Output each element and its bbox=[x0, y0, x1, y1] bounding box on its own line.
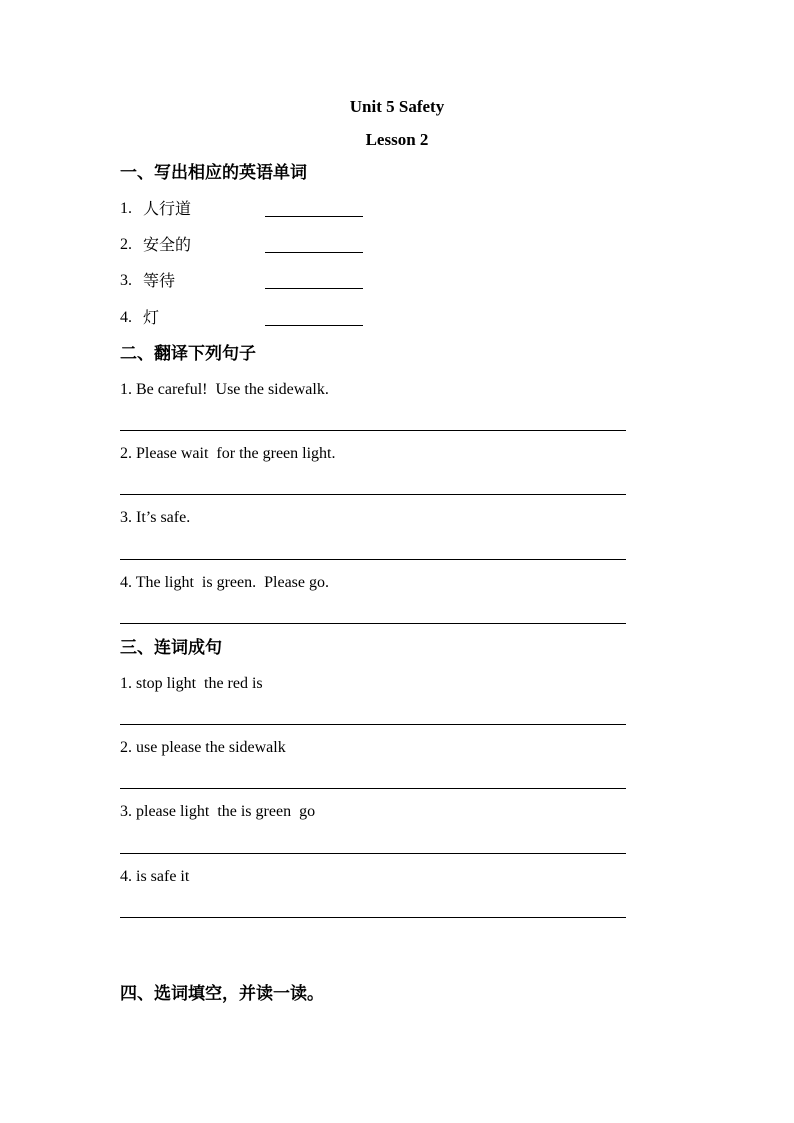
translation-sentence: 3. It’s safe. bbox=[120, 509, 191, 526]
word-order-prompt: 4. is safe it bbox=[120, 868, 190, 885]
answer-line[interactable] bbox=[120, 623, 626, 624]
answer-line[interactable] bbox=[120, 559, 626, 560]
vocab-answer-blank[interactable] bbox=[265, 252, 363, 253]
answer-line[interactable] bbox=[120, 494, 626, 495]
vocab-chinese-word: 灯 bbox=[143, 308, 160, 327]
word-order-prompt: 1. stop light the red is bbox=[120, 675, 263, 692]
section-1-heading: 一、写出相应的英语单词 bbox=[120, 163, 307, 183]
translation-sentence: 1. Be careful! Use the sidewalk. bbox=[120, 381, 329, 398]
section-4-heading: 四、选词填空，并读一读。 bbox=[120, 984, 324, 1004]
vocab-row bbox=[120, 199, 380, 221]
vocab-number: 2. bbox=[120, 236, 132, 253]
page-title: Unit 5 Safety bbox=[349, 97, 445, 116]
vocab-chinese-word: 安全的 bbox=[143, 235, 192, 254]
vocab-row bbox=[120, 271, 380, 293]
translation-sentence: 2. Please wait for the green light. bbox=[120, 445, 336, 462]
vocab-chinese-word: 等待 bbox=[143, 271, 176, 290]
word-order-prompt: 2. use please the sidewalk bbox=[120, 739, 286, 756]
answer-line[interactable] bbox=[120, 788, 626, 789]
lesson-subtitle: Lesson 2 bbox=[365, 130, 429, 149]
vocab-number: 1. bbox=[120, 200, 132, 217]
word-order-prompt: 3. please light the is green go bbox=[120, 803, 316, 820]
vocab-answer-blank[interactable] bbox=[265, 288, 363, 289]
vocab-answer-blank[interactable] bbox=[265, 216, 363, 217]
vocab-number: 3. bbox=[120, 272, 132, 289]
answer-line[interactable] bbox=[120, 853, 626, 854]
answer-line[interactable] bbox=[120, 724, 626, 725]
vocab-row bbox=[120, 235, 380, 257]
vocab-row bbox=[120, 308, 380, 330]
vocab-answer-blank[interactable] bbox=[265, 325, 363, 326]
answer-line[interactable] bbox=[120, 917, 626, 918]
section-3-heading: 三、连词成句 bbox=[120, 638, 222, 658]
section-2-heading: 二、翻译下列句子 bbox=[120, 344, 256, 364]
translation-sentence: 4. The light is green. Please go. bbox=[120, 574, 329, 591]
answer-line[interactable] bbox=[120, 430, 626, 431]
vocab-number: 4. bbox=[120, 309, 132, 326]
vocab-chinese-word: 人行道 bbox=[143, 199, 192, 218]
